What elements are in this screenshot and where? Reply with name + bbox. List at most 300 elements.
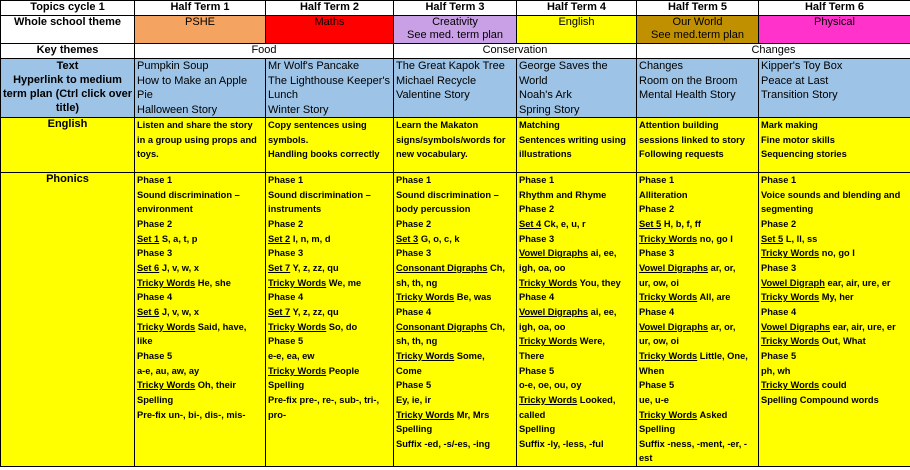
story-title-link[interactable]: Halloween Story [137, 103, 218, 116]
phonics-text: There [519, 350, 545, 361]
phonics-term: Consonant Digraphs [396, 321, 488, 332]
phonics-line [268, 246, 391, 261]
phonics-line [639, 320, 756, 335]
text-row [1, 59, 910, 118]
phonics-text: Pre-fix pre-, re-, sub-, tri-, [268, 394, 380, 405]
story-title-link[interactable]: Winter Story [268, 103, 329, 116]
theme-subject: Maths [314, 16, 345, 28]
phonics-text: Suffix -ness, -ment, -er, - [639, 438, 747, 449]
phonics-text: Sound discrimination – [396, 189, 499, 200]
phonics-text: We, me [326, 277, 362, 288]
phonics-term: Tricky Words [639, 409, 698, 420]
phonics-term: Tricky Words [137, 321, 196, 332]
phonics-line [639, 276, 756, 291]
phonics-line [396, 188, 514, 203]
phonics-line [268, 364, 391, 379]
key-theme-changes: Changes [637, 44, 910, 59]
phonics-text: segmenting [761, 204, 814, 215]
phonics-line [519, 364, 634, 379]
phonics-text: pro- [268, 409, 287, 420]
half-term-5-header: Half Term 5 [637, 1, 759, 16]
text-cell-ht6 [759, 59, 910, 118]
phonics-term: Set 7 [268, 306, 291, 317]
phonics-text: sh, th, ng [396, 277, 438, 288]
phonics-term: Set 5 [761, 233, 784, 244]
phonics-text: Ch, [487, 321, 505, 332]
phonics-term: Vowel Digraphs [519, 306, 589, 317]
phonics-line [639, 378, 756, 393]
phonics-line [396, 320, 514, 335]
text-row-label [1, 59, 135, 118]
story-title-link[interactable]: George Saves the World [519, 60, 608, 87]
phonics-text: Phase 4 [761, 306, 797, 317]
theme-subject: Our World [672, 16, 723, 28]
phonics-line [761, 276, 908, 291]
phonics-text: a-e, au, aw, ay [137, 365, 200, 376]
phonics-cell-ht3 [394, 173, 517, 467]
phonics-line [761, 305, 908, 320]
phonics-text: ear, air, ure, er [830, 321, 896, 332]
phonics-text: like [137, 336, 153, 347]
phonics-term: Tricky Words [761, 336, 820, 347]
phonics-text: Asked [697, 409, 728, 420]
phonics-line [396, 276, 514, 291]
phonics-line [761, 393, 908, 408]
theme-subject-note: See med.term plan [651, 29, 744, 41]
phonics-text: ue, u-e [639, 394, 669, 405]
english-row [1, 118, 910, 173]
phonics-cell-ht6 [759, 173, 910, 467]
phonics-line [519, 393, 634, 408]
phonics-text: est [639, 453, 653, 464]
phonics-term: Tricky Words [761, 380, 820, 391]
phonics-line [639, 188, 756, 203]
phonics-line [519, 232, 634, 247]
english-objective-line: sessions linked to story [639, 134, 745, 145]
phonics-term: Tricky Words [268, 321, 327, 332]
phonics-line [639, 349, 756, 364]
phonics-term: Tricky Words [639, 292, 698, 303]
phonics-line [761, 378, 908, 393]
phonics-text: Phase 5 [268, 336, 304, 347]
phonics-text: igh, oa, oo [519, 262, 566, 273]
phonics-text: Spelling [519, 424, 556, 435]
story-title-link[interactable]: Michael Recycle [396, 74, 477, 87]
phonics-line [396, 217, 514, 232]
story-title-link[interactable]: Transition Story [761, 89, 838, 101]
phonics-line [137, 261, 263, 276]
theme-subject: English [558, 16, 595, 28]
phonics-text: I, n, m, d [290, 233, 331, 244]
phonics-term: Set 6 [137, 262, 160, 273]
phonics-line [639, 217, 756, 232]
phonics-text: All, are [697, 292, 731, 303]
phonics-text: Phase 1 [761, 175, 797, 185]
english-objective-line: Sentences writing using [519, 134, 626, 145]
phonics-line [761, 364, 908, 379]
phonics-text: J, v, w, x [159, 306, 200, 317]
phonics-cell-ht4 [517, 173, 637, 467]
phonics-line [519, 408, 634, 423]
theme-subject: PSHE [185, 16, 215, 28]
phonics-term: Consonant Digraphs [396, 262, 488, 273]
phonics-text: Phase 3 [137, 248, 173, 259]
phonics-text: Mr, Mrs [454, 409, 490, 420]
phonics-text: Said, have, [195, 321, 247, 332]
phonics-term: Tricky Words [639, 350, 698, 361]
phonics-term: Tricky Words [519, 394, 578, 405]
phonics-text: Be, was [454, 292, 492, 303]
phonics-line [268, 232, 391, 247]
phonics-line [519, 349, 634, 364]
phonics-text: could [819, 380, 847, 391]
story-title-link[interactable]: Pumpkin Soup [137, 60, 209, 72]
theme-cell-maths[interactable] [266, 16, 394, 44]
phonics-line [268, 305, 391, 320]
phonics-line [396, 173, 514, 188]
phonics-line [396, 232, 514, 247]
phonics-line [639, 261, 756, 276]
english-cell-ht5 [637, 118, 759, 173]
phonics-line [519, 188, 634, 203]
half-term-4-header: Half Term 4 [517, 1, 637, 16]
phonics-line [396, 364, 514, 379]
phonics-line [137, 246, 263, 261]
phonics-line [519, 173, 634, 188]
phonics-line [639, 364, 756, 379]
phonics-line [137, 378, 263, 393]
half-term-1-header: Half Term 1 [135, 1, 266, 16]
phonics-line [639, 202, 756, 217]
phonics-text: Phase 1 [268, 175, 304, 185]
phonics-text: body percussion [396, 204, 471, 215]
phonics-term: Vowel Digraphs [519, 248, 589, 259]
theme-cell-english[interactable] [517, 16, 637, 44]
phonics-line [396, 378, 514, 393]
phonics-text: environment [137, 204, 193, 215]
phonics-line [639, 408, 756, 423]
english-objective-line: new vocabulary. [396, 149, 468, 160]
phonics-line [137, 276, 263, 291]
phonics-line [639, 393, 756, 408]
key-themes-row [1, 44, 910, 59]
phonics-line [519, 437, 634, 452]
phonics-cell-ht2 [266, 173, 394, 467]
story-title-link[interactable]: Mr Wolf's Pancake [268, 60, 360, 72]
phonics-text: Some, [454, 350, 485, 361]
phonics-line [761, 217, 908, 232]
phonics-text: Phase 5 [519, 365, 555, 376]
phonics-line [268, 261, 391, 276]
phonics-text: Ey, ie, ir [396, 394, 431, 405]
phonics-line [639, 334, 756, 349]
phonics-text: Phase 1 [639, 175, 675, 185]
phonics-text: G, o, c, k [418, 233, 460, 244]
phonics-line [639, 173, 756, 188]
phonics-line [519, 246, 634, 261]
phonics-term: Tricky Words [396, 292, 455, 303]
phonics-line [396, 393, 514, 408]
phonics-text: Phase 3 [396, 248, 432, 259]
phonics-term: Tricky Words [268, 277, 327, 288]
phonics-term: Tricky Words [639, 233, 698, 244]
phonics-line [519, 305, 634, 320]
phonics-text: Spelling [268, 380, 305, 391]
phonics-line [137, 290, 263, 305]
phonics-line [137, 217, 263, 232]
phonics-line [396, 261, 514, 276]
phonics-line [137, 305, 263, 320]
phonics-text: Phase 4 [268, 292, 304, 303]
theme-subject: Physical [814, 16, 855, 28]
english-objective-line: symbols. [268, 134, 309, 145]
phonics-line [519, 334, 634, 349]
phonics-line [137, 408, 263, 423]
phonics-line [761, 334, 908, 349]
phonics-term: Set 4 [519, 218, 542, 229]
phonics-line [268, 217, 391, 232]
phonics-text: My, her [819, 292, 854, 303]
phonics-text: H, b, f, ff [661, 218, 701, 229]
story-title-link[interactable]: How to Make an Apple Pie [137, 74, 248, 101]
phonics-line [761, 261, 908, 276]
story-title-link[interactable]: Room on the Broom [639, 74, 738, 87]
phonics-text: People [326, 365, 360, 376]
half-term-2-header: Half Term 2 [266, 1, 394, 16]
phonics-line [268, 334, 391, 349]
phonics-term: Set 1 [137, 233, 160, 244]
phonics-term: Tricky Words [761, 248, 820, 259]
phonics-line [137, 188, 263, 203]
phonics-text: You, they [577, 277, 621, 288]
english-objective-line: signs/symbols/words for [396, 134, 506, 145]
phonics-text: no, go I [819, 248, 855, 259]
english-objective-line: Mark making [761, 120, 818, 130]
story-title-link[interactable]: Valentine Story [396, 89, 470, 101]
phonics-line [639, 451, 756, 466]
phonics-text: Sound discrimination – [268, 189, 371, 200]
phonics-line [519, 276, 634, 291]
phonics-line [137, 349, 263, 364]
english-objective-line: Sequencing stories [761, 149, 847, 160]
text-cell-ht1 [135, 59, 266, 118]
phonics-text: called [519, 409, 546, 420]
phonics-text: Alliteration [639, 189, 688, 200]
english-objective-line: Following requests [639, 149, 724, 160]
english-cell-ht4 [517, 118, 637, 173]
story-title-link[interactable]: Changes [639, 60, 684, 72]
story-title-link[interactable]: The Lighthouse Keeper's Lunch [268, 74, 390, 101]
phonics-line [639, 422, 756, 437]
english-objective-line: Matching [519, 120, 560, 130]
story-title-link[interactable]: Noah's Ark [519, 89, 572, 101]
theme-cell-pshe[interactable] [135, 16, 266, 44]
phonics-line [519, 202, 634, 217]
phonics-text: Phase 2 [519, 204, 555, 215]
phonics-line [761, 290, 908, 305]
phonics-line [396, 290, 514, 305]
phonics-line [639, 305, 756, 320]
phonics-text: ur, ow, oi [639, 336, 679, 347]
topics-cycle-header: Topics cycle 1 [1, 1, 135, 16]
phonics-text: S, a, t, p [159, 233, 198, 244]
story-title-link[interactable]: Peace at Last [761, 74, 829, 87]
phonics-text: When [639, 365, 665, 376]
phonics-text: ear, air, ure, er [824, 277, 891, 288]
phonics-term: Tricky Words [519, 277, 578, 288]
phonics-text: sh, th, ng [396, 336, 438, 347]
phonics-line [639, 232, 756, 247]
phonics-line [137, 232, 263, 247]
phonics-text: Suffix -ly, -less, -ful [519, 438, 604, 449]
phonics-line [519, 217, 634, 232]
phonics-text: Phase 5 [761, 350, 797, 361]
phonics-line [396, 334, 514, 349]
phonics-line [519, 290, 634, 305]
phonics-text: Phase 2 [268, 218, 304, 229]
english-cell-ht6 [759, 118, 910, 173]
phonics-term: Tricky Words [396, 409, 455, 420]
phonics-text: Spelling [137, 394, 174, 405]
phonics-term: Tricky Words [519, 336, 578, 347]
phonics-text: Y, z, zz, qu [290, 262, 339, 273]
phonics-text: So, do [326, 321, 358, 332]
english-objective-line: Attention building [639, 120, 719, 130]
phonics-text: ar, or, [708, 321, 736, 332]
phonics-text: Spelling [396, 424, 433, 435]
text-cell-ht4 [517, 59, 637, 118]
story-title-link[interactable]: Kipper's Toy Box [761, 60, 843, 72]
key-theme-conservation: Conservation [394, 44, 637, 59]
half-term-3-header: Half Term 3 [394, 1, 517, 16]
english-objective-line: in a group using props and [137, 134, 257, 145]
theme-subject: Creativity [432, 16, 478, 28]
phonics-text: Looked, [577, 394, 616, 405]
phonics-line [761, 246, 908, 261]
phonics-term: Set 5 [639, 218, 662, 229]
english-objective-line: Learn the Makaton [396, 120, 479, 130]
half-term-6-header: Half Term 6 [759, 1, 910, 16]
story-title-link[interactable]: Mental Health Story [639, 89, 736, 101]
phonics-text: Phase 3 [761, 262, 797, 273]
phonics-term: Set 2 [268, 233, 291, 244]
phonics-text: Phase 5 [137, 350, 173, 361]
phonics-line [761, 232, 908, 247]
phonics-line [396, 202, 514, 217]
phonics-line [137, 393, 263, 408]
text-cell-ht2 [266, 59, 394, 118]
phonics-text: He, she [195, 277, 231, 288]
phonics-text: Out, What [819, 336, 866, 347]
phonics-cell-ht5 [637, 173, 759, 467]
theme-cell-our-world[interactable] [637, 16, 759, 44]
phonics-term: Tricky Words [268, 365, 327, 376]
phonics-text: Suffix -ed, -s/-es, -ing [396, 438, 491, 449]
phonics-text: e-e, ea, ew [268, 350, 315, 361]
phonics-line [396, 408, 514, 423]
phonics-text: Phase 1 [519, 175, 555, 185]
phonics-line [761, 188, 908, 203]
phonics-term: Tricky Words [761, 292, 820, 303]
phonics-text: J, v, w, x [159, 262, 200, 273]
english-cell-ht2 [266, 118, 394, 173]
theme-cell-physical[interactable] [759, 16, 910, 44]
phonics-text: no, go I [697, 233, 733, 244]
phonics-line [268, 290, 391, 305]
story-title-link[interactable]: Spring Story [519, 103, 580, 116]
whole-school-theme-row [1, 16, 910, 44]
phonics-line [268, 188, 391, 203]
phonics-line [268, 276, 391, 291]
phonics-text: Little, One, [697, 350, 748, 361]
phonics-row-label: Phonics [1, 173, 135, 467]
phonics-line [396, 437, 514, 452]
english-objective-line: toys. [137, 149, 159, 160]
english-objective-line: Handling books correctly [268, 149, 380, 160]
phonics-line [268, 393, 391, 408]
phonics-text: Phase 1 [137, 175, 173, 185]
phonics-term: Tricky Words [137, 380, 196, 391]
english-cell-ht3 [394, 118, 517, 173]
phonics-text: Spelling [639, 424, 676, 435]
english-objective-line: Fine motor skills [761, 134, 835, 145]
phonics-text: Phase 5 [396, 380, 432, 391]
phonics-text: Phase 2 [137, 218, 173, 229]
phonics-line [268, 349, 391, 364]
key-themes-label: Key themes [1, 44, 135, 59]
phonics-text: ar, or, [708, 262, 736, 273]
theme-cell-creativity[interactable] [394, 16, 517, 44]
phonics-term: Tricky Words [137, 277, 196, 288]
phonics-text: Were, [577, 336, 605, 347]
phonics-text: Phase 1 [396, 175, 432, 185]
phonics-text: Come [396, 365, 422, 376]
story-title-link[interactable]: The Great Kapok Tree [396, 60, 505, 72]
phonics-text: Spelling Compound words [761, 394, 879, 405]
phonics-line [519, 422, 634, 437]
phonics-text: Phase 4 [639, 306, 675, 317]
phonics-line [268, 202, 391, 217]
phonics-line [396, 246, 514, 261]
phonics-line [396, 422, 514, 437]
phonics-text: L, ll, ss [783, 233, 818, 244]
phonics-line [519, 320, 634, 335]
phonics-text: Phase 3 [268, 248, 304, 259]
phonics-text: ur, ow, oi [639, 277, 679, 288]
phonics-text: ai, ee, [588, 306, 617, 317]
phonics-line [137, 364, 263, 379]
header-row [1, 1, 910, 16]
phonics-text: Voice sounds and blending and [761, 189, 901, 200]
phonics-line [761, 349, 908, 364]
phonics-line [396, 349, 514, 364]
phonics-term: Set 7 [268, 262, 291, 273]
phonics-text: Sound discrimination – [137, 189, 240, 200]
phonics-term: Vowel Digraphs [639, 262, 709, 273]
phonics-line [268, 173, 391, 188]
phonics-line [519, 378, 634, 393]
key-theme-food: Food [135, 44, 394, 59]
phonics-line [137, 320, 263, 335]
english-objective-line: Copy sentences using [268, 120, 367, 130]
english-cell-ht1 [135, 118, 266, 173]
phonics-text: o-e, oe, ou, oy [519, 380, 582, 391]
phonics-line [396, 305, 514, 320]
phonics-text: Phase 3 [519, 233, 555, 244]
phonics-line [268, 408, 391, 423]
phonics-term: Set 3 [396, 233, 419, 244]
phonics-line [761, 320, 908, 335]
